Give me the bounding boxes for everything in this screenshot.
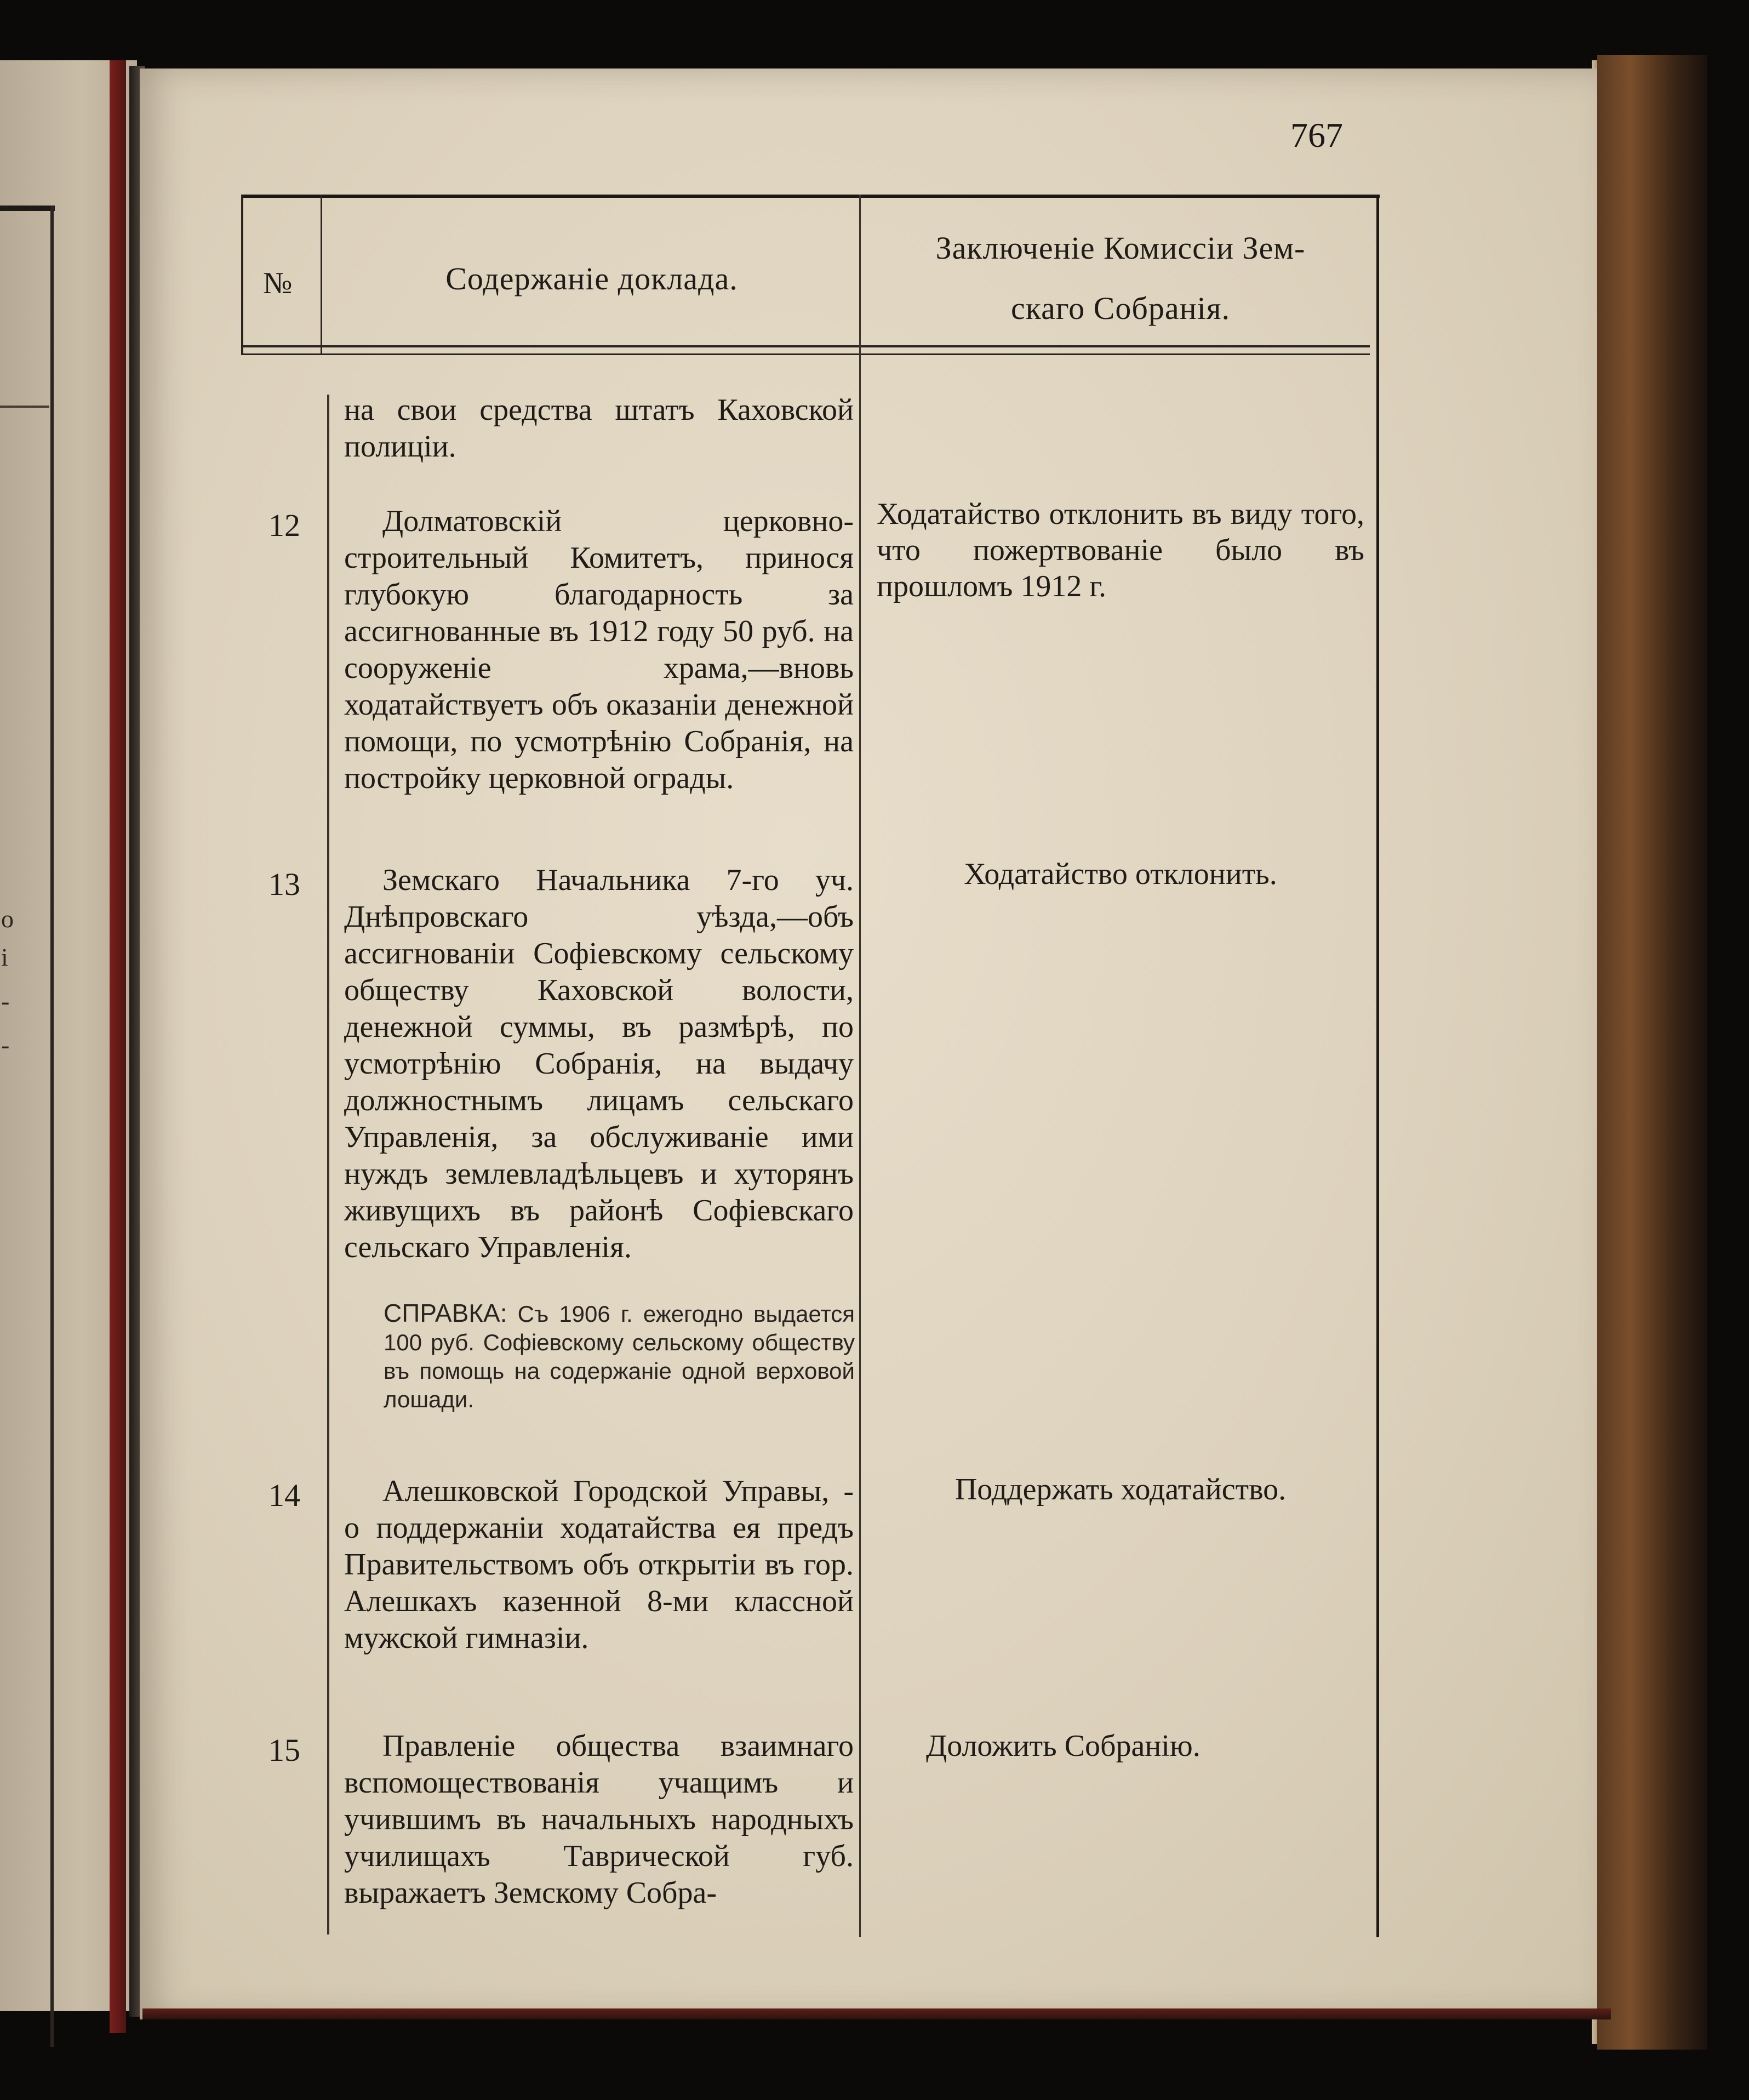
row-content	[344, 503, 854, 797]
left-page-fragment: о	[1, 905, 14, 933]
number-column-rule	[321, 195, 322, 353]
left-page-red-edge	[110, 60, 126, 2033]
header-content: Содержаніе доклада.	[445, 261, 738, 296]
reference-note-text: Съ 1906 г. ежегодно выдается 100 руб. Софіевскому сельскому обществу въ помощь на содержаніе одной верховой лошади.	[384, 1301, 855, 1412]
row-conclusion: Поддержать ходатайство.	[954, 1473, 1287, 1506]
header-conclusion-line: Заключеніе Комиссіи Зем-	[935, 230, 1306, 266]
row-content-text: Правленіе общества взаимнаго вспомоществованія учащимъ и учившимъ въ начальныхъ народныхъ училищахъ Таврической губ. выражаетъ Земскому Собра-	[344, 1729, 854, 1910]
content-column-rule	[859, 195, 861, 1937]
header-number: №	[263, 266, 293, 300]
row-conclusion: Ходатайство отклонить.	[964, 857, 1277, 891]
row-number: 14	[268, 1477, 300, 1513]
left-page-column-rule	[50, 206, 54, 2047]
continuation-text: на свои средства штатъ Каховской полиціи.	[344, 393, 854, 464]
row-content	[344, 1728, 854, 1911]
table-top-rule	[241, 195, 1380, 198]
left-page-top-rule	[0, 206, 55, 211]
row-content	[344, 1473, 854, 1657]
row-content	[344, 862, 854, 1266]
row-number: 12	[268, 507, 300, 543]
row-number: 15	[268, 1732, 300, 1768]
left-page-fragment: і	[1, 943, 8, 971]
left-page-rule	[0, 406, 49, 408]
left-page-fragment: -	[1, 987, 10, 1015]
table-right-rule	[1376, 195, 1379, 1937]
page-number: 767	[1290, 116, 1343, 155]
table-left-rule	[241, 195, 243, 355]
book-bottom-edge	[142, 2008, 1611, 2019]
left-facing-page	[0, 60, 137, 2011]
header-bottom-rule	[241, 345, 1370, 347]
reference-note	[384, 1299, 855, 1414]
row-content-text: Долматовскій церковно-строительный Комитетъ, принося глубокую благодарность за ассигнованные въ 1912 году 50 руб. на сооруженіе храма,—вновь ходатайствуетъ объ оказаніи денежной помощи, по усмотрѣнію Собранія, на постройку церковной ограды.	[344, 504, 854, 795]
header-conclusion-line: скаго Собранія.	[1011, 290, 1230, 326]
number-column-rule-body	[327, 395, 329, 1934]
header-bottom-rule-double	[241, 353, 1370, 355]
left-page-fragment: -	[1, 1031, 10, 1059]
row-content-text: Алешковской Городской Управы, - о поддержаніи ходатайства ея предъ Правительствомъ объ открытіи въ гор. Алешкахъ казенной 8-ми классной мужской гимназіи.	[344, 1474, 854, 1655]
row-conclusion: Ходатайство отклонить въ виду того, что пожертвованіе было въ прошломъ 1912 г.	[877, 497, 1364, 603]
header-conclusion	[877, 218, 1364, 339]
row-conclusion: Доложить Собранію.	[926, 1729, 1201, 1763]
row-content-text: Земскаго Начальника 7-го уч. Днѣпровскаго уѣзда,—объ ассигнованіи Софіевскому сельскому обществу Каховской волости, денежной суммы, въ размѣрѣ, по усмотрѣнію Собранія, на выдачу должностнымъ лицамъ сельскаго Управленія, за обслуживаніе ими нуждъ землевладѣльцевъ и хуторянъ живущихъ въ районѣ Софіевскаго сельскаго Управленія.	[344, 863, 854, 1264]
reference-note-label: СПРАВКА:	[384, 1299, 507, 1327]
book-cover	[1597, 55, 1707, 2050]
row-number: 13	[268, 866, 300, 902]
